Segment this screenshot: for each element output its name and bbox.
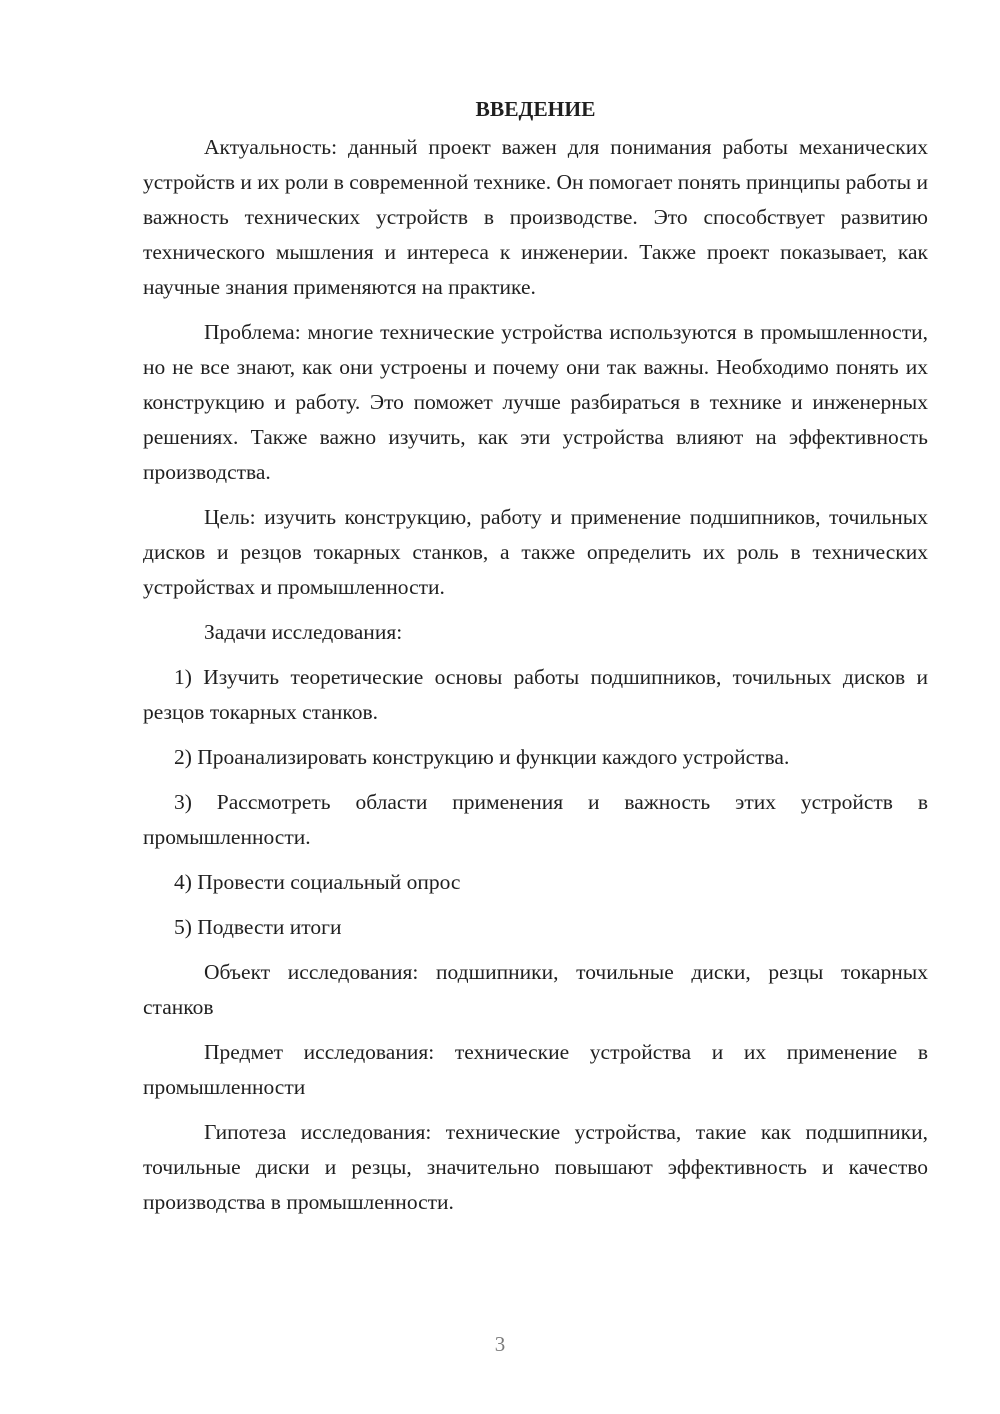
page-title: ВВЕДЕНИЕ <box>475 97 596 121</box>
task-item-5: 5) Подвести итоги <box>174 915 342 939</box>
relevance-paragraph: Актуальность: данный проект важен для понимания работы механических устройств и их роли в современной технике. Он помогает понять принципы работы и важность технических устройств в производстве. Это способствует развитию технического мышления и интереса к инженерии. Также проект показывает, как научные знания применяются на практике. <box>143 135 928 299</box>
task-item-2: 2) Проанализировать конструкцию и функции каждого устройства. <box>174 745 790 769</box>
tasks-heading: Задачи исследования: <box>204 620 403 644</box>
task-item-1: 1) Изучить теоретические основы работы подшипников, точильных дисков и резцов токарных станков. <box>143 665 928 724</box>
problem-paragraph: Проблема: многие технические устройства используются в промышленности, но не все знают, как они устроены и почему они так важны. Необходимо понять их конструкцию и работу. Это поможет лучше разбираться в технике и инженерных решениях. Также важно изучить, как эти устройства влияют на эффективность производства. <box>143 320 928 484</box>
document-page <box>143 92 928 1230</box>
hypothesis-paragraph: Гипотеза исследования: технические устройства, такие как подшипники, точильные диски и резцы, значительно повышают эффективность и качество производства в промышленности. <box>143 1120 928 1214</box>
task-item-3: 3) Рассмотреть области применения и важность этих устройств в промышленности. <box>143 790 928 849</box>
goal-paragraph: Цель: изучить конструкцию, работу и применение подшипников, точильных дисков и резцов токарных станков, а также определить их роль в технических устройствах и промышленности. <box>143 505 928 599</box>
object-paragraph: Объект исследования: подшипники, точильные диски, резцы токарных станков <box>143 960 928 1019</box>
subject-paragraph: Предмет исследования: технические устройства и их применение в промышленности <box>143 1040 928 1099</box>
task-item-4: 4) Провести социальный опрос <box>174 870 461 894</box>
page-number: 3 <box>494 1332 506 1356</box>
